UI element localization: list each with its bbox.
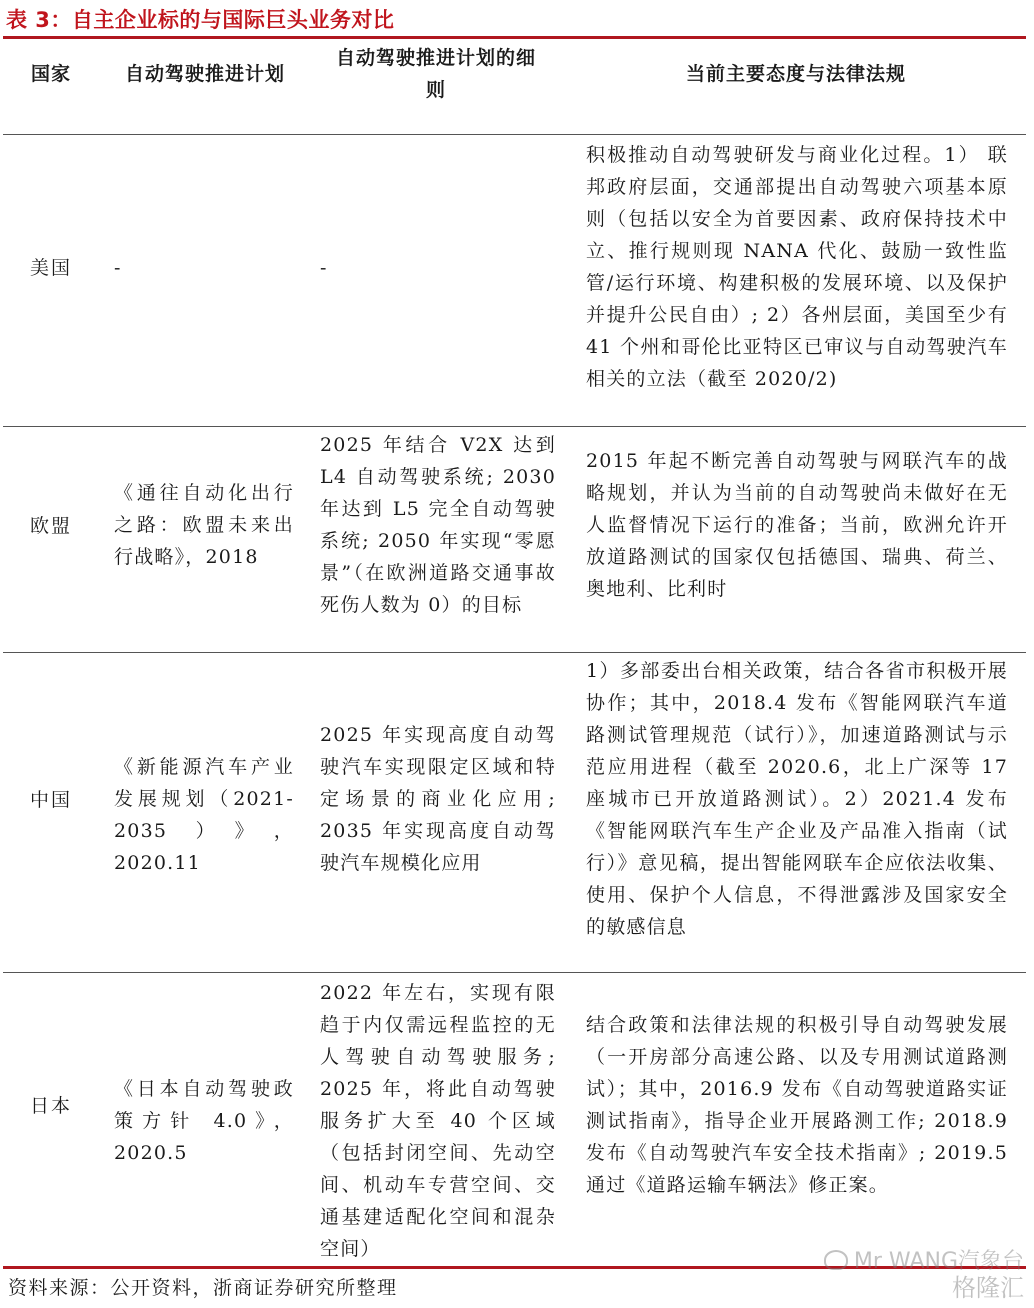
- header-detail-line1: 自动驾驶推进计划的细: [335, 47, 536, 69]
- row-divider-1: [3, 426, 1026, 427]
- row-china-detail: 2025 年实现高度自动驾驶汽车实现限定区域和特定场景的商业化应用; 2035 年实现高度自动驾驶汽车规模化应用: [320, 724, 556, 874]
- row-japan-detail: 2022 年左右，实现有限趋于内仅需远程监控的无人驾驶自动驾驶服务; 2025 年，将此自动驾驶服务扩大至 40 个区域（包括封闭空间、先动空间、机动车专营空间、交通基建适配化空间和混杂空间）: [320, 982, 556, 1260]
- header-divider: [3, 134, 1026, 135]
- row-eu-laws: 2015 年起不断完善自动驾驶与网联汽车的战略规划，并认为当前的自动驾驶尚未做好在无人监督情况下运行的准备；当前，欧洲允许开放道路测试的国家仅包括德国、瑞典、荷兰、奥地利、比利时: [586, 450, 1008, 600]
- row-japan-plan: 《日本自动驾驶政策方针 4.0》，2020.5: [114, 1078, 294, 1164]
- row-eu-detail: 2025 年结合 V2X 达到 L4 自动驾驶系统; 2030 年达到 L5 完全自动驾驶系统; 2050 年实现“零愿景”（在欧洲道路交通事故死伤人数为 0）的目标: [320, 434, 556, 616]
- top-rule: [3, 36, 1026, 39]
- row-china-laws: 1）多部委出台相关政策，结合各省市积极开展协作；其中，2018.4 发布《智能网联汽车道路测试管理规范（试行）》，加速道路测试与示范应用进程（截至 2020.6，北上广深等 17 座城市已开放道路测试）。2）2021.4 发布《智能网联汽车生产企业及产品准入指南（试行）》意见稿，提出智能网联车企应依法收集、使用、保护个人信息，不得泄露涉及国家安全的敏感信息: [586, 660, 1008, 938]
- header-detail: [316, 42, 556, 106]
- row-japan-country: 日本: [30, 1095, 73, 1117]
- row-usa-laws: 积极推动自动驾驶研发与商业化过程。1） 联邦政府层面，交通部提出自动驾驶六项基本原则（包括以安全为首要因素、政府保持技术中立、推行规则现 NANA 代化、鼓励一致性监管/运行环境、构建积极的发展环境、以及保护并提升公民自由）; 2）各州层面，美国至少有 41 个州和哥伦比亚特区已审议与自动驾驶汽车相关的立法（截至 2020/2): [586, 144, 1008, 390]
- row-divider-2: [3, 652, 1026, 653]
- wechat-icon: [824, 1250, 848, 1270]
- header-detail-line2: 则: [425, 79, 446, 101]
- row-china-country: 中国: [30, 789, 73, 811]
- table-title: 表 3：自主企业标的与国际巨头业务对比: [6, 8, 395, 32]
- row-divider-3: [3, 972, 1026, 973]
- source-note: 资料来源：公开资料，浙商证券研究所整理: [8, 1277, 398, 1299]
- row-usa-detail: -: [320, 257, 328, 279]
- header-plan: 自动驾驶推进计划: [124, 63, 285, 85]
- row-eu-country: 欧盟: [30, 515, 73, 537]
- row-usa-country: 美国: [30, 257, 73, 279]
- row-japan-laws: 结合政策和法律法规的积极引导自动驾驶发展（一开房部分高速公路、以及专用测试道路测试）；其中，2016.9 发布《自动驾驶道路实证测试指南》，指导企业开展路测工作; 2018.9 发布《自动驾驶汽车安全技术指南》; 2019.5 通过《道路运输车辆法》修正案。: [586, 1014, 1008, 1196]
- row-eu-plan: 《通往自动化出行之路：欧盟未来出行战略》，2018: [114, 482, 294, 568]
- watermark-logo: 格隆汇: [952, 1274, 1024, 1302]
- row-china-plan: 《新能源汽车产业发展规划（2021-2035）》，2020.11: [114, 756, 294, 874]
- row-usa-plan: -: [114, 257, 122, 279]
- header-country: 国家: [30, 63, 71, 85]
- watermark-text: Mr WANG汽象台: [853, 1249, 1024, 1274]
- header-laws: 当前主要态度与法律法规: [685, 63, 906, 85]
